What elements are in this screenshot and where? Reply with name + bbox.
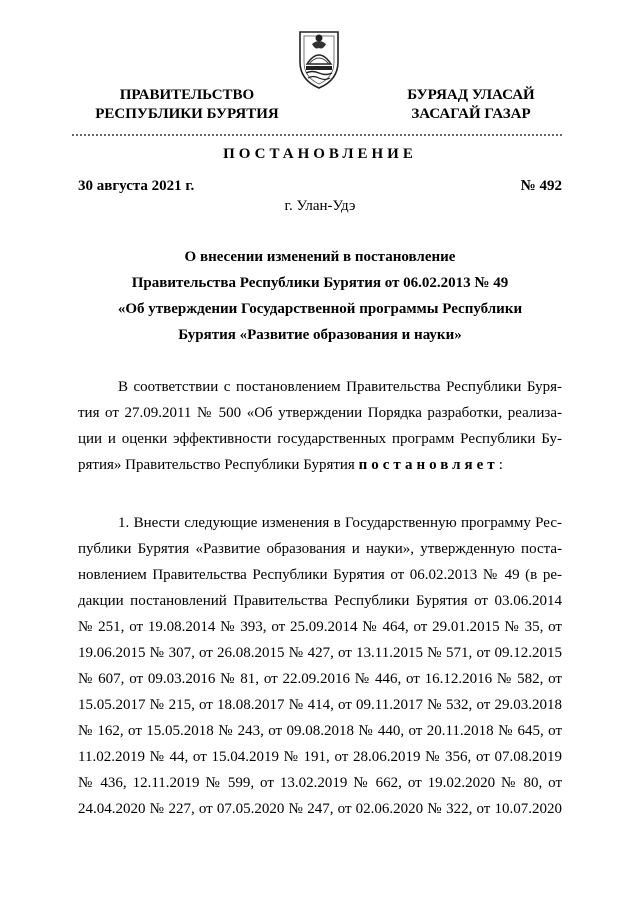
paragraph-line: 19.06.2015 № 307, от 26.08.2015 № 427, от 13.11.2015 № 571, от 09.12.2015 <box>78 645 562 661</box>
subject-line: Бурятия «Развитие образования и науки» <box>178 327 462 343</box>
paragraph-line: № 436, 12.11.2019 № 599, от 13.02.2019 № 662, от 19.02.2020 № 80, от <box>78 775 562 791</box>
coat-of-arms-icon <box>292 26 346 90</box>
preamble-text: рятия» Правительство Республики Бурятия <box>78 457 355 473</box>
decree-number: № 492 <box>520 178 562 194</box>
header-right-line: ЗАСАГАЙ ГАЗАР <box>411 106 531 122</box>
government-name-buryat <box>386 86 556 124</box>
decision-keyword: постановляет <box>358 457 499 473</box>
paragraph-line: новлением Правительства Республики Бурятия от 06.02.2013 № 49 (в ре- <box>78 567 562 583</box>
paragraph-line: В соответствии с постановлением Правительства Республики Буря- <box>118 379 562 395</box>
decree-city: г. Улан-Удэ <box>284 198 356 214</box>
paragraph-line: № 162, от 15.05.2018 № 243, от 09.08.2018 № 440, от 20.11.2018 № 645, от <box>78 723 562 739</box>
decree-type: ПОСТАНОВЛЕНИЕ <box>223 146 417 162</box>
paragraph-line: тия от 27.09.2011 № 500 «Об утверждении Порядка разработки, реализа- <box>78 405 562 421</box>
paragraph-line: дакции постановлений Правительства Республики Бурятия от 03.06.2014 <box>78 593 562 609</box>
paragraph-line: публики Бурятия «Развитие образования и науки», утвержденную поста- <box>78 541 562 557</box>
paragraph-line <box>78 452 562 478</box>
decree-date: 30 августа 2021 г. <box>78 178 195 194</box>
preamble-paragraph <box>78 374 562 478</box>
header-left-line: РЕСПУБЛИКИ БУРЯТИЯ <box>95 106 279 122</box>
header-divider <box>72 134 562 136</box>
preamble-end: : <box>498 457 503 473</box>
item-1-paragraph <box>78 510 562 822</box>
government-name-russian <box>72 86 302 124</box>
paragraph-line: 1. Внести следующие изменения в Государственную программу Рес- <box>118 515 562 531</box>
subject-line: Правительства Республики Бурятия от 06.02.2013 № 49 <box>131 275 509 291</box>
header-right-line: БУРЯАД УЛАСАЙ <box>407 87 535 103</box>
subject-line: О внесении изменений в постановление <box>184 249 456 265</box>
paragraph-line: № 607, от 09.03.2016 № 81, от 22.09.2016 № 446, от 16.12.2016 № 582, от <box>78 671 562 687</box>
paragraph-line: 11.02.2019 № 44, от 15.04.2019 № 191, от 28.06.2019 № 356, от 07.08.2019 <box>78 749 562 765</box>
paragraph-line: 24.04.2020 № 227, от 07.05.2020 № 247, от 02.06.2020 № 322, от 10.07.2020 <box>78 801 562 817</box>
decree-subject <box>78 244 562 348</box>
subject-line: «Об утверждении Государственной программы Республики <box>117 301 523 317</box>
paragraph-line: № 251, от 19.08.2014 № 393, от 25.09.2014 № 464, от 29.01.2015 № 35, от <box>78 619 562 635</box>
paragraph-line: ции и оценки эффективности государственных программ Республики Бу- <box>78 431 562 447</box>
paragraph-line: 15.05.2017 № 215, от 18.08.2017 № 414, от 09.11.2017 № 532, от 29.03.2018 <box>78 697 562 713</box>
header-left-line: ПРАВИТЕЛЬСТВО <box>119 87 255 103</box>
